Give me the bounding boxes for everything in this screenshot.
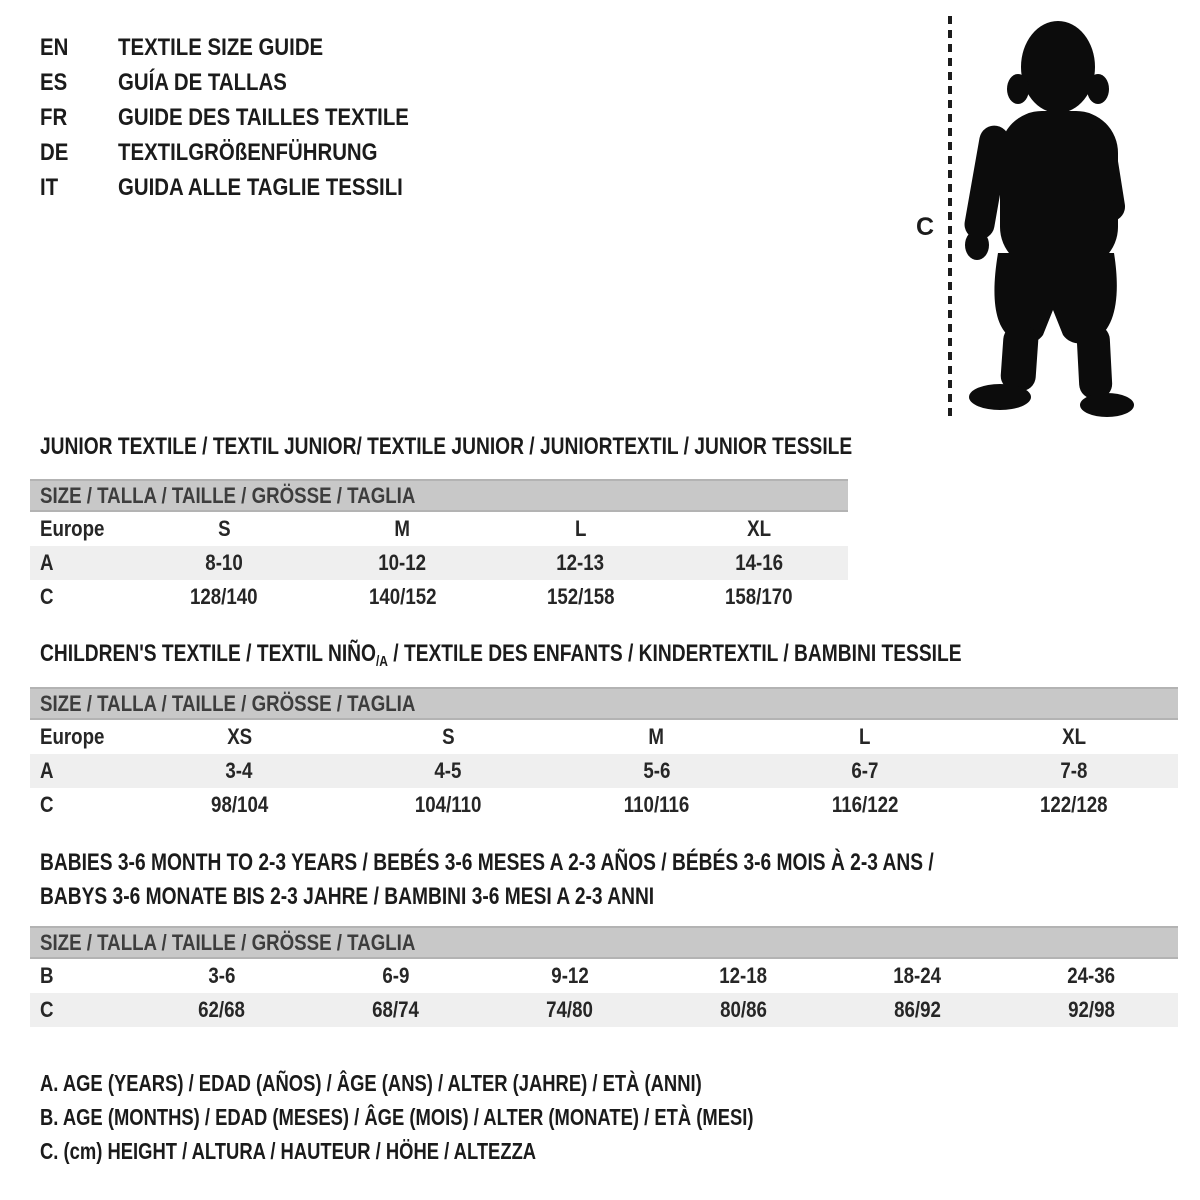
row-label: B	[40, 963, 54, 988]
column-header: M	[394, 516, 411, 541]
language-row-es	[40, 65, 460, 100]
table-cell: 3-6	[208, 963, 236, 988]
table-cell: 158/170	[725, 584, 793, 609]
table-cell: 4-5	[434, 758, 462, 783]
table-cell: 92/98	[1067, 997, 1115, 1022]
table-row-age	[30, 546, 848, 580]
language-code: EN	[40, 33, 69, 61]
language-row-de	[40, 135, 460, 170]
column-header: S	[441, 724, 455, 749]
legend-line-b: B. AGE (MONTHS) / EDAD (MESES) / ÂGE (MOIS) / ALTER (MONATE) / ETÀ (MESI)	[40, 1104, 754, 1130]
table-cell: 9-12	[550, 963, 589, 988]
table-cell: 8-10	[205, 550, 243, 575]
table-cell: 128/140	[190, 584, 258, 609]
table-cell: 68/74	[372, 997, 420, 1022]
column-header: S	[217, 516, 231, 541]
table-cell: 7-8	[1060, 758, 1088, 783]
language-title: TEXTILGRÖßENFÜHRUNG	[118, 138, 378, 166]
table-cell: 5-6	[642, 758, 670, 783]
row-label: C	[40, 792, 54, 817]
table-cell: 10-12	[378, 550, 427, 575]
table-cell: 3-4	[225, 758, 253, 783]
row-label: C	[40, 584, 54, 609]
table-cell: 122/128	[1039, 792, 1108, 817]
table-row-height	[30, 580, 848, 614]
table-row-height	[30, 993, 1178, 1027]
row-label: A	[40, 550, 54, 575]
table-cell: 110/116	[623, 792, 690, 817]
column-header: L	[859, 724, 871, 749]
language-code: ES	[40, 68, 68, 96]
language-code: IT	[40, 173, 59, 201]
table-cell: 14-16	[734, 550, 783, 575]
legend-line-c: C. (cm) HEIGHT / ALTURA / HAUTEUR / HÖHE / ALTEZZA	[40, 1138, 537, 1164]
children-size-table	[30, 687, 1178, 822]
table-cell: 24-36	[1067, 963, 1115, 988]
column-header: XS	[226, 724, 252, 749]
table-cell: 140/152	[368, 584, 437, 609]
language-title-list	[40, 30, 460, 205]
table-cell: 104/110	[414, 792, 482, 817]
size-header-bar: SIZE / TALLA / TAILLE / GRÖSSE / TAGLIA	[30, 687, 1178, 720]
column-header: L	[574, 516, 587, 541]
language-title: TEXTILE SIZE GUIDE	[118, 33, 324, 61]
language-code: FR	[40, 103, 68, 131]
table-row-europe	[30, 512, 848, 546]
table-row-age	[30, 754, 1178, 788]
table-cell: 152/158	[546, 584, 615, 609]
table-cell: 62/68	[198, 997, 246, 1022]
language-title: GUIDA ALLE TAGLIE TESSILI	[118, 173, 403, 201]
language-row-en	[40, 30, 460, 65]
section-title-babies-line1: BABIES 3-6 MONTH TO 2-3 YEARS / BEBÉS 3-6 MESES A 2-3 AÑOS / BÉBÉS 3-6 MOIS À 2-3 ANS /	[40, 849, 934, 876]
height-measure-label: C	[916, 213, 935, 241]
language-code: DE	[40, 138, 69, 166]
babies-size-table	[30, 926, 1178, 1027]
column-header: XL	[1061, 724, 1086, 749]
row-label: A	[40, 758, 54, 783]
table-cell: 116/122	[831, 792, 899, 817]
table-row-height	[30, 788, 1178, 822]
row-label: C	[40, 997, 54, 1022]
table-cell: 80/86	[719, 997, 767, 1022]
legend-line-a: A. AGE (YEARS) / EDAD (AÑOS) / ÂGE (ANS) / ALTER (JAHRE) / ETÀ (ANNI)	[40, 1070, 702, 1096]
language-row-it	[40, 170, 460, 205]
table-cell: 6-7	[851, 758, 879, 783]
table-cell: 86/92	[893, 997, 941, 1022]
language-title: GUÍA DE TALLAS	[118, 68, 287, 96]
table-row-age-months	[30, 959, 1178, 993]
language-title: GUIDE DES TAILLES TEXTILE	[118, 103, 409, 131]
column-header: M	[648, 724, 665, 749]
junior-size-table	[30, 479, 848, 614]
column-header: XL	[746, 516, 771, 541]
size-header-bar: SIZE / TALLA / TAILLE / GRÖSSE / TAGLIA	[30, 926, 1178, 959]
section-title-babies-line2: BABYS 3-6 MONATE BIS 2-3 JAHRE / BAMBINI 3-6 MESI A 2-3 ANNI	[40, 883, 655, 910]
section-title-children: CHILDREN'S TEXTILE / TEXTIL $NIÑO_{/A}$ / TEXTILE DES ENFANTS / KINDERTEXTIL / BAMBINI TESSILE	[40, 640, 962, 670]
section-title-junior: JUNIOR TEXTILE / TEXTIL JUNIOR/ TEXTILE JUNIOR / JUNIORTEXTIL / JUNIOR TESSILE	[40, 433, 853, 460]
table-cell: 6-9	[382, 963, 410, 988]
language-row-fr	[40, 100, 460, 135]
table-cell: 12-18	[719, 963, 768, 988]
table-cell: 12-13	[556, 550, 605, 575]
table-row-europe	[30, 720, 1178, 754]
row-label: Europe	[40, 724, 105, 749]
row-label: Europe	[40, 516, 105, 541]
size-header-bar: SIZE / TALLA / TAILLE / GRÖSSE / TAGLIA	[30, 479, 848, 512]
toddler-silhouette-icon	[950, 15, 1150, 420]
table-cell: 74/80	[546, 997, 593, 1022]
table-cell: 98/104	[210, 792, 268, 817]
table-cell: 18-24	[893, 963, 942, 988]
